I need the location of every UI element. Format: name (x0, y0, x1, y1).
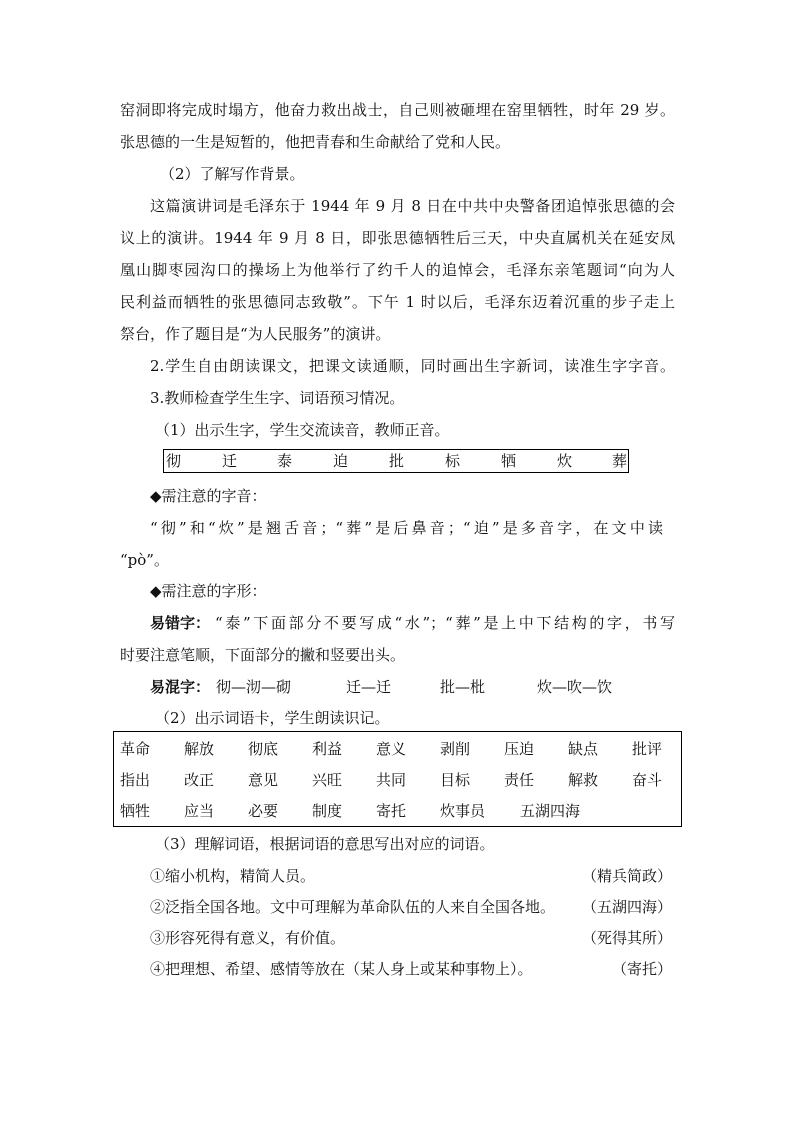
word-card: 意义 (376, 740, 407, 758)
background-heading: （2）了解写作背景。 (160, 165, 305, 183)
confusable-chars-label: 易混字： (150, 678, 211, 696)
meaning-definition: ③形容死得有意义，有价值。 (150, 929, 346, 947)
word-card: 缺点 (568, 740, 599, 758)
word-card: 指出 (120, 771, 151, 789)
word-card: 炊事员 (440, 802, 486, 820)
word-card: 剥削 (440, 740, 471, 758)
new-char: 批 (389, 452, 405, 470)
meaning-definition: ④把理想、希望、感情等放在（某人身上或某种事物上）。 (150, 960, 533, 978)
background-line-1: 这篇演讲词是毛泽东于 1944 年 9 月 8 日在中共中央警备团追悼张思德的会 (150, 197, 675, 215)
word-cards-heading: （2）出示词语卡，学生朗读识记。 (155, 709, 390, 727)
error-chars-line-1: “泰”下面部分不要写成“水”；“葬”是上中下结构的字，书写 (215, 614, 675, 632)
word-card: 意见 (248, 771, 279, 789)
word-card: 兴旺 (312, 771, 343, 789)
meaning-answer: （死得其所） (581, 929, 672, 947)
word-card: 彻底 (248, 740, 279, 758)
new-char: 泰 (277, 452, 293, 470)
error-chars-label: 易错字： (150, 614, 211, 632)
intro-line-2: 张思德的一生是短暂的，他把青春和生命献给了党和人民。 (120, 133, 511, 151)
word-card: 责任 (504, 771, 535, 789)
word-card: 制度 (312, 802, 343, 820)
confusable-item: 彻—沏—砌 (216, 678, 292, 696)
new-char: 标 (445, 452, 461, 470)
new-char: 迫 (333, 452, 349, 470)
word-card: 革命 (120, 740, 151, 758)
word-card: 目标 (440, 771, 471, 789)
confusable-item: 批—枇 (440, 678, 486, 696)
meanings-heading: （3）理解词语，根据词语的意思写出对应的词语。 (155, 835, 495, 853)
meaning-answer: （五湖四海） (581, 898, 672, 916)
glyph-heading: ◆需注意的字形： (150, 582, 267, 600)
pronunciation-heading: ◆需注意的字音： (150, 487, 267, 505)
meaning-answer: （精兵简政） (581, 867, 672, 885)
step-3-sub-1: （1）出示生字，学生交流读音，教师正音。 (155, 421, 450, 439)
word-card: 五湖四海 (520, 802, 581, 820)
word-card: 压迫 (504, 740, 535, 758)
new-char: 葬 (612, 452, 628, 470)
word-card: 必要 (248, 802, 279, 820)
meaning-answer: （寄托） (611, 960, 672, 978)
pronunciation-line-2: “pò”。 (120, 551, 169, 569)
word-card: 牺牲 (120, 802, 151, 820)
error-chars-line-2: 时要注意笔顺，下面部分的撇和竖要出头。 (120, 646, 406, 664)
word-card: 批评 (632, 740, 663, 758)
new-char: 迁 (222, 452, 238, 470)
confusable-item: 炊—吹—饮 (537, 678, 613, 696)
word-card: 利益 (312, 740, 343, 758)
background-line-2: 议上的演讲。1944 年 9 月 8 日，即张思德牺牲后三天，中央直属机关在延安凤 (120, 229, 675, 247)
background-line-4: 民利益而牺牲的张思德同志致敬”。下午 1 时以后，毛泽东迈着沉重的步子走上 (120, 293, 675, 311)
word-card: 寄托 (376, 802, 407, 820)
word-card: 应当 (184, 802, 215, 820)
new-char: 牺 (501, 452, 517, 470)
step-3: 3.教师检查学生生字、词语预习情况。 (150, 389, 405, 407)
word-card: 改正 (184, 771, 215, 789)
new-char: 炊 (557, 452, 573, 470)
new-characters-box (163, 449, 629, 473)
intro-line-1: 窑洞即将完成时塌方，他奋力救出战士，自己则被砸埋在窑里牺牲，时年 29 岁。 (120, 101, 675, 119)
word-card: 解放 (184, 740, 215, 758)
meaning-definition: ①缩小机构，精简人员。 (150, 867, 316, 885)
pronunciation-line-1: “彻”和“炊”是翘舌音；“葬”是后鼻音；“迫”是多音字，在文中读 (150, 519, 663, 537)
word-card: 奋斗 (632, 771, 663, 789)
background-line-3: 凰山脚枣园沟口的操场上为他举行了约千人的追悼会，毛泽东亲笔题词“向为人 (120, 261, 675, 279)
step-2: 2.学生自由朗读课文，把课文读通顺，同时画出生字新词，读准生字字音。 (150, 357, 675, 375)
word-card: 共同 (376, 771, 407, 789)
word-cards-box (113, 731, 682, 827)
meaning-definition: ②泛指全国各地。文中可理解为革命队伍的人来自全国各地。 (150, 898, 556, 916)
word-card: 解救 (568, 771, 599, 789)
confusable-item: 迁—迁 (346, 678, 392, 696)
background-line-5: 祭台，作了题目是“为人民服务”的演讲。 (120, 325, 391, 343)
new-char: 彻 (166, 452, 182, 470)
